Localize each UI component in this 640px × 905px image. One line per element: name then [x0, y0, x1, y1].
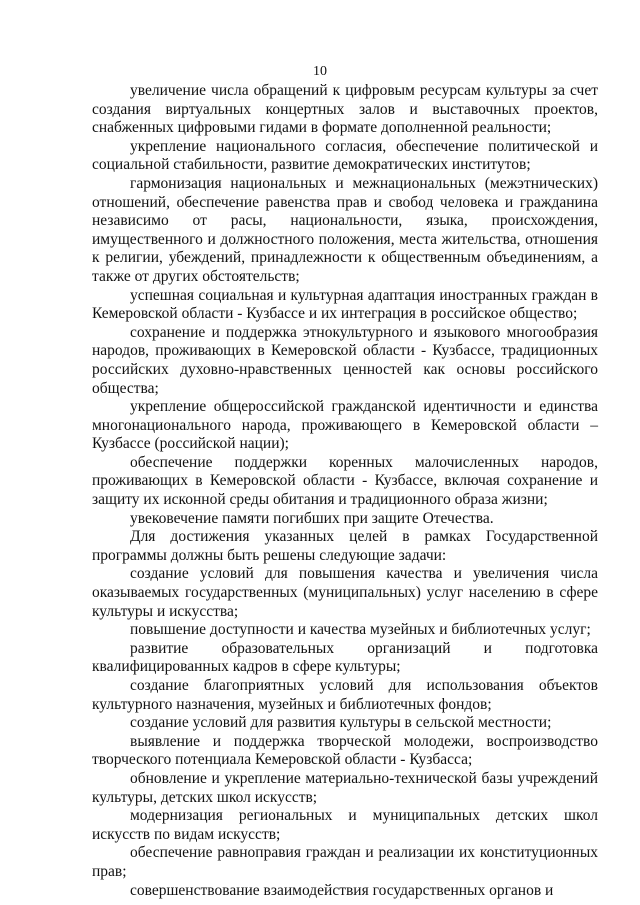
paragraph: укрепление национального согласия, обеспечение политической и социальной стабильности, развитие демократических институтов;	[92, 137, 598, 174]
paragraph: повышение доступности и качества музейных и библиотечных услуг;	[130, 621, 591, 639]
paragraph: укрепление общероссийской гражданской идентичности и единства многонационального народа, проживающего в Кемеровской области – Кузбассе (российской нации);	[92, 398, 598, 453]
paragraph: совершенствование взаимодействия государственных органов и	[130, 881, 554, 899]
paragraph: успешная социальная и культурная адаптация иностранных граждан в Кемеровской области - Кузбассе и их интеграция в российское общество;	[92, 286, 598, 323]
paragraph: гармонизация национальных и межнациональных (межэтнических) отношений, обеспечение равенства прав и свобод человека и гражданина независимо от расы, национальности, языка, происхождения, имущественного и должностного положения, места жительства, отношения к религии, убеждений, принадлежности к общественным объединениям, а также от других обстоятельств;	[92, 174, 598, 285]
page-number: 10	[313, 64, 327, 79]
paragraph: увековечение памяти погибших при защите Отечества.	[130, 509, 494, 527]
paragraph: выявление и поддержка творческой молодежи, воспроизводство творческого потенциала Кемеровской области - Кузбасса;	[92, 732, 598, 769]
paragraph: сохранение и поддержка этнокультурного и языкового многообразия народов, проживающих в Кемеровской области - Кузбассе, традиционных российских духовно-нравственных ценностей как основы российского общества;	[92, 323, 598, 397]
paragraph: Для достижения указанных целей в рамках Государственной программы должны быть решены следующие задачи:	[92, 528, 598, 564]
paragraph: создание условий для повышения качества и увеличения числа оказываемых государственных (муниципальных) услуг населению в сфере культуры и искусства;	[92, 565, 598, 620]
paragraph: увеличение числа обращений к цифровым ресурсам культуры за счет создания виртуальных концертных залов и выставочных проектов, снабженных цифровыми гидами в формате дополненной реальности;	[92, 82, 598, 137]
paragraph: создание благоприятных условий для использования объектов культурного назначения, музейных и библиотечных фондов;	[92, 677, 598, 713]
paragraph: обновление и укрепление материально-технической базы учреждений культуры, детских школ искусств;	[92, 769, 598, 806]
paragraph: модернизация региональных и муниципальных детских школ искусств по видам искусств;	[92, 807, 598, 843]
paragraph: обеспечение поддержки коренных малочисленных народов, проживающих в Кемеровской области - Кузбассе, включая сохранение и защиту их исконной среды обитания и традиционного образа жизни;	[92, 453, 598, 509]
paragraph: развитие образовательных организаций и подготовка квалифицированных кадров в сфере культуры;	[92, 639, 598, 676]
paragraph: обеспечение равноправия граждан и реализации их конституционных прав;	[92, 844, 598, 880]
paragraph: создание условий для развития культуры в сельской местности;	[130, 714, 552, 732]
body-text	[92, 82, 598, 900]
